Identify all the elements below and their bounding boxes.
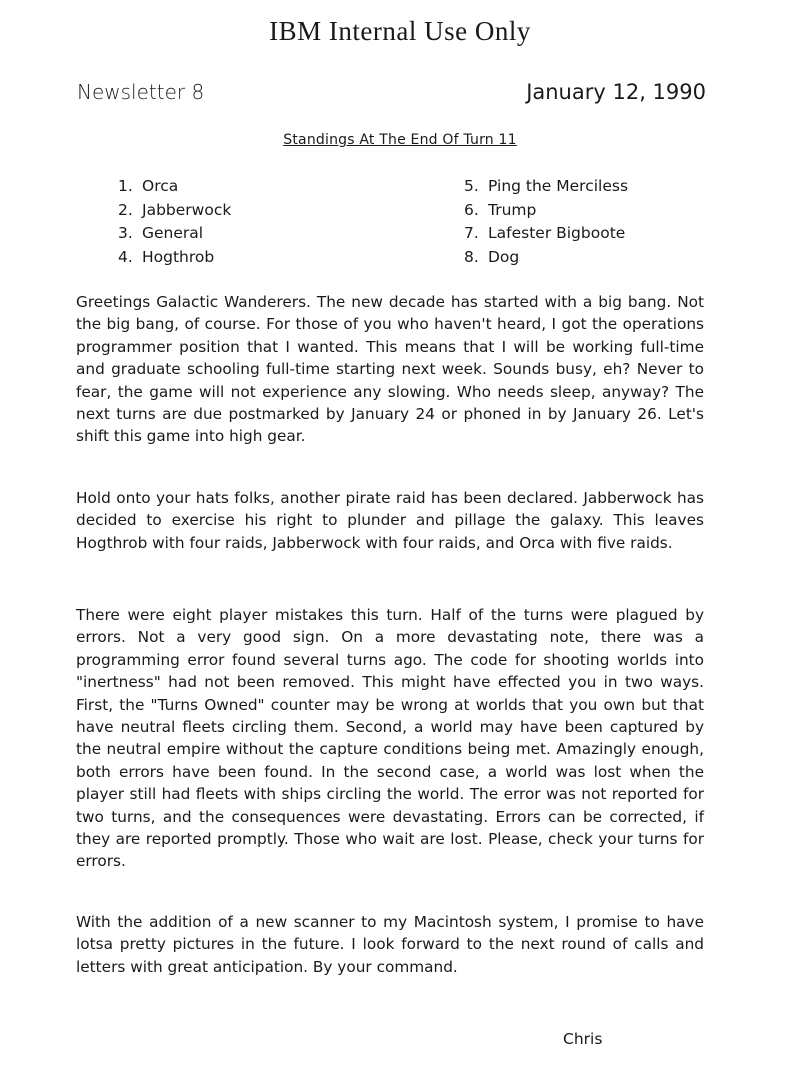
standing-rank: 4. xyxy=(118,247,133,266)
standing-item xyxy=(118,201,231,225)
standing-rank: 8. xyxy=(464,247,479,266)
body-paragraph-pirate-raid: Hold onto your hats folks, another pirate raid has been declared. Jabberwock has decided to exercise his right to plunder and pillage the galaxy. This leaves Hogthrob with four raids, Jabberwock with four raids, and Orca with five raids. xyxy=(76,489,704,552)
standings-column-left xyxy=(118,177,231,271)
standing-name: Jabberwock xyxy=(142,200,232,219)
standing-item xyxy=(118,224,231,248)
standing-rank: 5. xyxy=(464,177,479,195)
body-paragraph-errors: There were eight player mistakes this turn. Half of the turns were plagued by errors. Not a very good sign. On a more devastating note, there was a programming error found several turns ago. The code for shooting worlds into "inertness" had not been removed. This might have effected you in two ways. First, the "Turns Owned" counter may be wrong at worlds that you own but that have neutral fleets circling them. Second, a world may have been captured by the neutral empire without the capture conditions being met. Amazingly enough, both errors have been found. In the second case, a world was lost when the player still had fleets with ships circling the world. The error was not reported for two turns, and the consequences were devastating. Errors can be corrected, if they are reported promptly. Those who wait are lost. Please, check your turns for errors. xyxy=(76,606,704,871)
standing-rank: 6. xyxy=(464,200,479,219)
header-title: IBM Internal Use Only xyxy=(269,16,531,46)
standing-rank: 3. xyxy=(118,224,133,242)
standing-item xyxy=(464,201,628,225)
standing-rank: 1. xyxy=(118,177,133,195)
standing-name: Ping the Merciless xyxy=(488,177,629,195)
standing-item xyxy=(464,177,628,201)
standing-item xyxy=(464,224,628,248)
standings-heading: Standings At The End Of Turn 11 xyxy=(283,132,517,148)
standing-item xyxy=(118,177,231,201)
standing-name: Dog xyxy=(488,247,520,266)
standing-rank: 7. xyxy=(464,224,479,242)
standing-name: Hogthrob xyxy=(142,247,215,266)
standing-rank: 2. xyxy=(118,200,133,219)
body-paragraph-greetings: Greetings Galactic Wanderers. The new decade has started with a big bang. Not the big bang, of course. For those of you who haven't heard, I got the operations programmer position that I wanted. This means that I will be working full-time and graduate schooling full-time starting next week. Sounds busy, eh? Never to fear, the game will not experience any slowing. Who needs sleep, anyway? The next turns are due postmarked by January 24 or phoned in by January 26. Let's shift this game into high gear. xyxy=(76,293,704,446)
standing-name: Trump xyxy=(488,200,537,219)
standing-name: General xyxy=(142,224,204,242)
signature: Chris xyxy=(563,1030,603,1048)
body-paragraph-scanner: With the addition of a new scanner to my Macintosh system, I promise to have lotsa pretty pictures in the future. I look forward to the next round of calls and letters with great anticipation. By your command. xyxy=(76,913,704,976)
standing-item xyxy=(464,248,628,272)
standings-column-right xyxy=(464,177,628,271)
standing-item xyxy=(118,248,231,272)
standing-name: Lafester Bigboote xyxy=(488,224,626,242)
newsletter-number: Newsletter 8 xyxy=(77,80,205,104)
newsletter-date: January 12, 1990 xyxy=(526,80,706,104)
standing-name: Orca xyxy=(142,177,179,195)
